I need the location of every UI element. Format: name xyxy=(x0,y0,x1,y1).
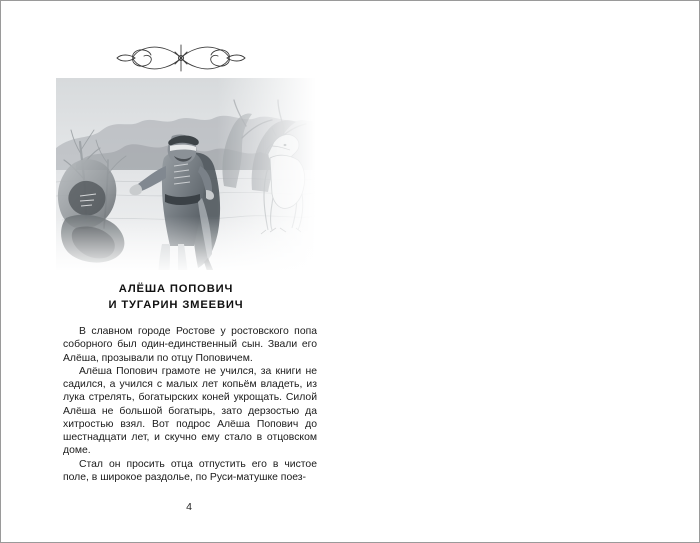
paragraph: В славном городе Ростове у ростовского попа соборного был один-единственный сын. Звали его Алёша, прозывали по отцу Поповичем. xyxy=(63,326,317,364)
decorative-flourish-ornament xyxy=(111,41,251,75)
paragraph: Стал он просить отца отпустить его в чистое поле, в широкое раздолье, по Руси-матушке поез- xyxy=(63,458,317,483)
story-title-line-1: АЛЁША ПОПОВИЧ xyxy=(118,283,234,295)
story-illustration xyxy=(56,78,316,270)
left-page xyxy=(1,1,350,542)
page-gutter xyxy=(350,1,351,542)
right-page xyxy=(350,1,699,542)
left-column-text xyxy=(63,325,317,484)
paragraph: Алёша Попович грамоте не учился, за книги не садился, а учился с малых лет копьём владеть, из лука стрелять, богатырских коней укрощать. Силой Алёша не большой богатырь, зато дерзостью да хитростью взял. Вот подрос Алёша Попович до шестнадцати лет, и скучно ему стало в отцовском доме. xyxy=(63,365,317,457)
page-number-left: 4 xyxy=(186,501,192,513)
page-title xyxy=(31,282,321,313)
story-title-line-2: И ТУГАРИН ЗМЕЕВИЧ xyxy=(108,298,244,311)
